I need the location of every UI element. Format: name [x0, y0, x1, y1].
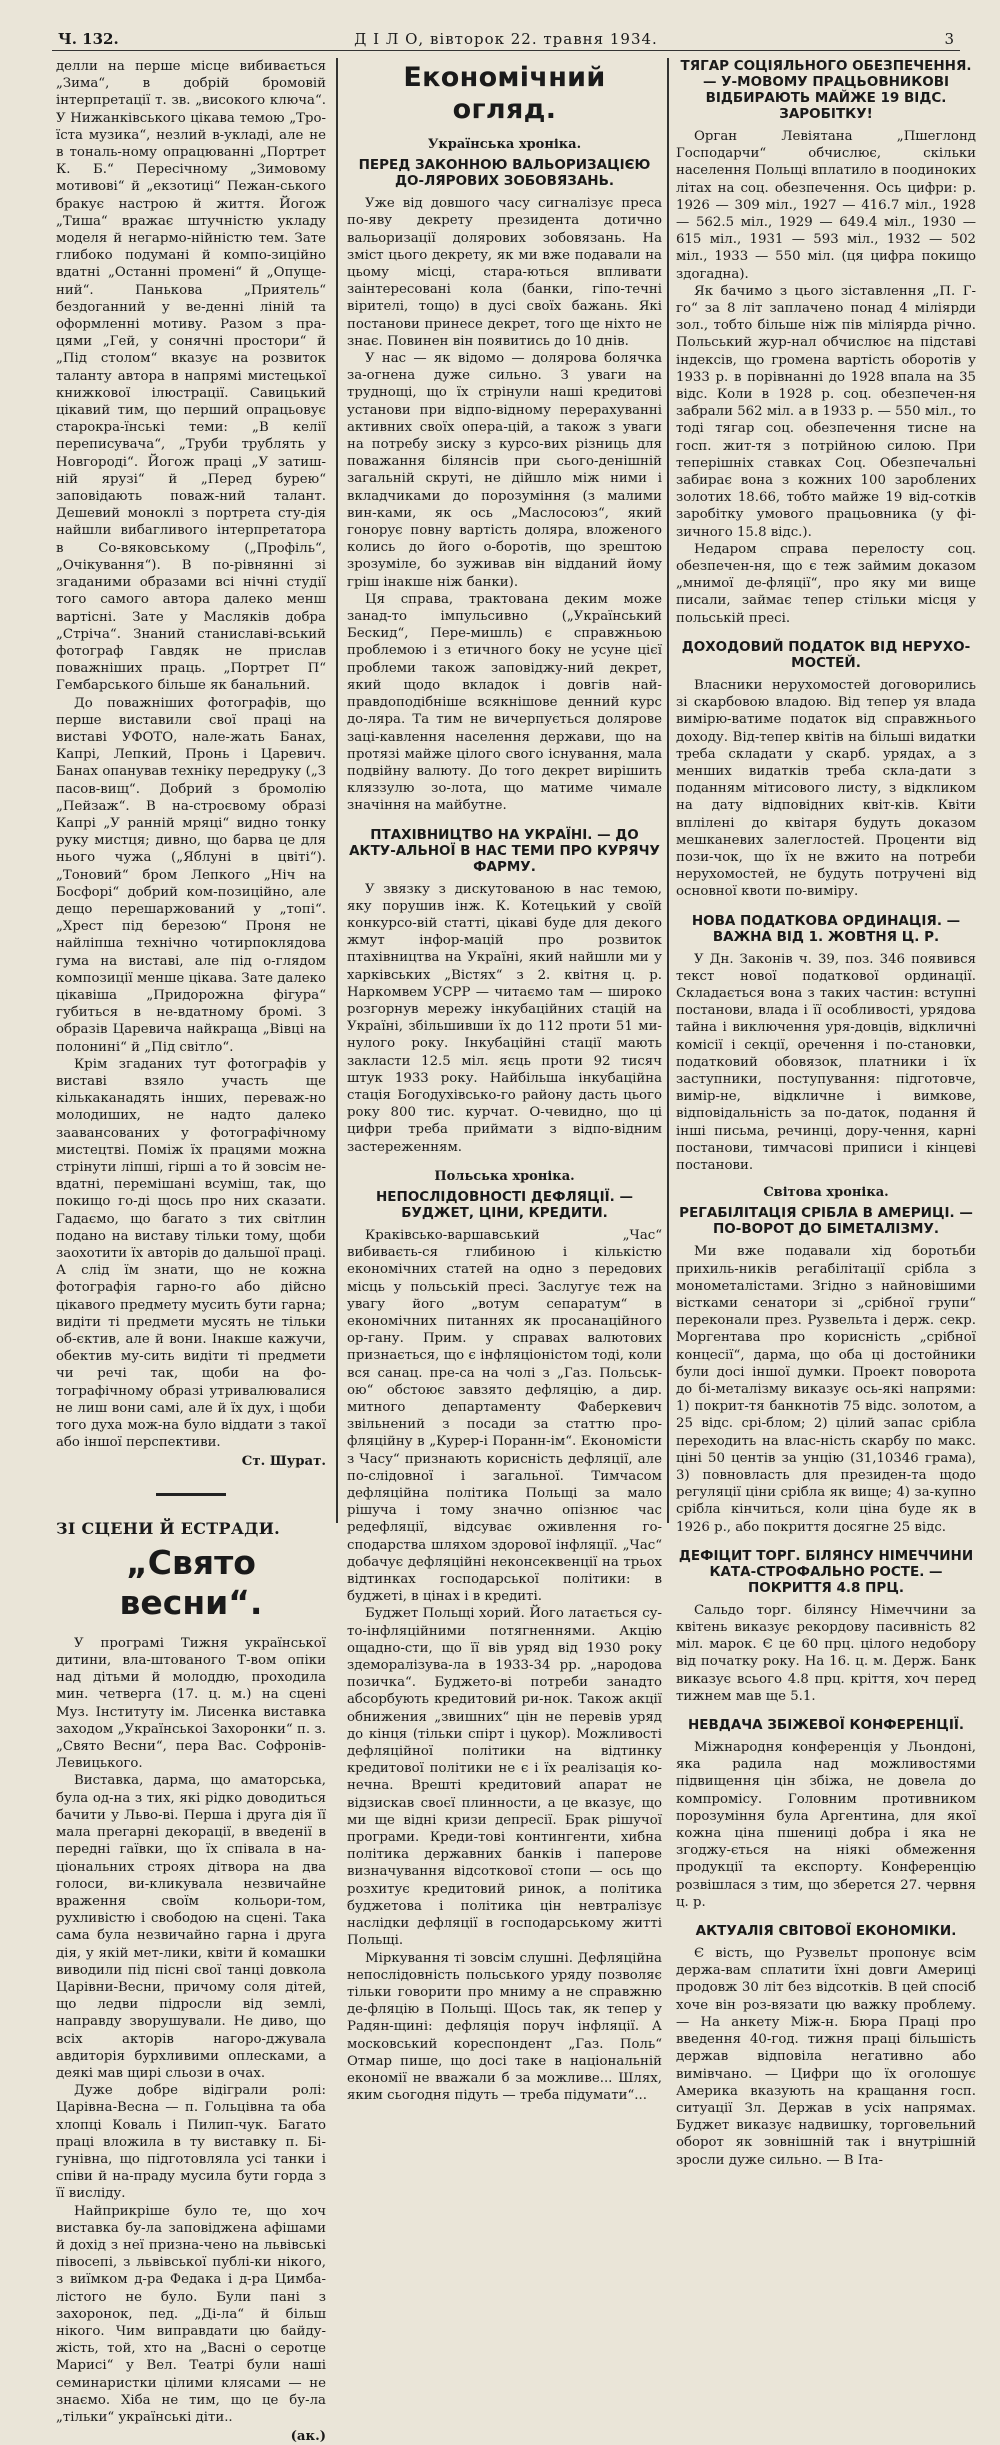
article-headline: НЕПОСЛІДОВНОСТІ ДЕФЛЯЦІЇ. — БУДЖЕТ, ЦІНИ, КРЕДИТИ.	[376, 1188, 633, 1221]
page-number: 3	[944, 30, 954, 48]
paper-name: Д І Л О,	[354, 30, 425, 48]
article-title: „Свято весни“.	[119, 1542, 263, 1622]
paragraph: У програмі Тижня української дитини, вла-штованого Т-вом опіки над дітьми й молоддю, проходила мин. четверга (17. ц. м.) на сцені Муз. Інституту ім. Лисенка виставка заходом „Українськоі Захоронки“ п. з. „Свято Весни“, пера Вас. Софронів-Левицького.	[56, 1635, 326, 1772]
column-rule	[667, 58, 669, 1523]
masthead-date	[52, 30, 960, 48]
paragraph: Дуже добре відіграли ролі: Царівна-Весна — п. Гольцівна та оба хлопці Коваль і Пилип-чук. Багато праці вложила в ту виставку п. Бі-гунівна, що підготовляла усі танки і співи й на-праду мусила бути горда з її висліду.	[56, 2083, 326, 2202]
paragraph: Уже від довшого часу сигналізує преса по-яву декрету президента дотично вальоризації долярових зобовязань. На зміст цього декрету, як ми вже подавали на цьому місці, стара-ються впливати заінтересовані кола (банки, гіпо-течні вірителі, тощо) в дусі своїх бажань. Які постанови принесе декрет, того ще ніхто не знає. Повинен він появитись до 10 днів.	[347, 196, 662, 349]
paragraph: Міркування ті зовсім слушні. Дефляційна непослідовність польського уряду позволяє тільки говорити про мниму а не справжню де-фляцію в Польщі. Щось так, як тепер у Радян-щині: дефляція поруч інфляції. А московський кореспондент „Газ. Поль“ Отмар пише, що досі таке в національній економії не вважали б за можливе... Шлях, яким сьогодня підуть — треба підумати“...	[347, 1950, 662, 2104]
column-left	[56, 58, 326, 2445]
paragraph: Міжнародня конференція у Льондоні, яка радила над можливостями підвищення цін збіжа, не довела до компромісу. Головним противником порозуміння була Аргентина, для якої кожна ціна пшениці добра і яка не згоджу-ється на ніякі обмеження продукції та експорту. Конференцію розвішлася з тим, що зберется 27. червня ц. р.	[676, 1740, 976, 1910]
article-headline: ТЯГАР СОЦІЯЛЬНОГО ОБЕЗПЕЧЕННЯ. — У-МОВОМУ ПРАЦЬОВНИКОВІ ВІДБИРАЮТЬ МАЙЖЕ 19 ВІДС. ЗАРОБІТКУ!	[680, 58, 972, 122]
author-signature: Ст. Шурат.	[241, 1454, 326, 1470]
paragraph: Власники нерухомостей договорились зі скарбовою владою. Від тепер уя влада вимірю-ватиме податок від справжнього доходу. Від-тепер квітів на більші видатки треба складати у скарб. урядах, а з менших видатків треба скла-дати з поданням мітисового листу, з відкликом на дату відповідних квіт-ків. Квіти вплілені до квітаря будуть доказом мешканевих залеглостей. Проценти від пози-чок, що їх не вжито на потреби нерухомостей, не будуть потручені від основної квоти по-виміру.	[676, 677, 976, 900]
issue-number: Ч. 132.	[58, 30, 119, 48]
paragraph: Сальдо торг. білянсу Німеччини за квітень виказує рекордову пасивність 82 міл. марок. Є це 60 прц. цілого недобору від початку року. На 16. ц. м. Держ. Банк виказує всього 4.8 прц. кріття, хоч перед тижнем мав ще 5.1.	[676, 1602, 976, 1704]
paragraph: Найприкріше було те, що хоч виставка бу-ла заповіджена афішами й дохід з неї призна-чено на львівські півосепі, з львівської публі-ки нікого, з виїмком д-ра Федака і д-ра Цимба-лістого не було. Були пані з захоронок, пед. „Ді-ла“ й більш нікого. Чим виправдати цю байду-жість, той, хто на „Васні о серотце Марисі“ у Вел. Театрі були наші семинаристки цілими клясами — не знаємо. Хіба не тим, що це бу-ла „тільки“ українські діти..	[56, 2203, 326, 2425]
article-headline: АКТУАЛІЯ СВІТОВОЇ ЕКОНОМІКИ.	[695, 1923, 957, 1940]
column-middle	[347, 58, 662, 2104]
section-title: Економічний огляд.	[403, 62, 606, 125]
paragraph: Крім згаданих тут фотографів у виставі взяло участь ще кількаканадять інших, переваж-но молодиших, не надто далеко заавансованих у фотографічному мистецтві. Поміж їх працями можна стрінути ліпші, гірші а то й зовсім не-вдатні, перемішані всуміш, так, що покищо го-ді щось про них сказати. Гадаємо, що багато з тих світлин подано на виставу тільки тому, щоби заохотити їх авторів до дальшої праці. А слід їм знати, що не кожна фотографія гарно-го або дійсно цікавого предмету мусить бути гарна; видіти ті предмети мусять не тільки об-єктив, але й вони. Інакше кажучи, обектив му-сить видіти ті предмети чи речі так, щоби на фо-тографічному образі утривалювалися не лиш вони самі, але й їх дух, і щоби того духа мож-на було віддати з такої або іншої перспективи.	[56, 1056, 326, 1451]
rubric: Світова хроніка.	[763, 1185, 889, 1201]
paragraph: Буджет Польщі хорий. Його латається су-то-інфляційними потягненнями. Акцію ощадно-сти, що її вів уряд від 1930 року здеморалізува-ла в 1933-34 рр. „народова позичка“. Буджето-ві потреби занадто абсорбують кредитовий ри-нок. Також акції обнижения „звишних“ цін не перевів уряд до кінця (тільки спірт і цукор). Можливості дефляційної політики на відтинку кредитової політики не є і їх реалізація ко-нечна. Врешті кредитовий апарат не відзискав своєї плинности, а це вказує, що ми ще відні кризи депресії. Брак рішучої програми. Креди-тові контингенти, хибна політика державних банків і паперове визначування відсоткової стопи — ось що розхитує кредитовий ринок, а політика буджетова і політика цін невтралізує наслідки дефляції в господарському житті Польщі.	[347, 1606, 662, 1949]
column-right	[676, 58, 976, 2168]
divider	[156, 1493, 226, 1496]
article-headline: НЕВДАЧА ЗБІЖЕВОЇ КОНФЕРЕНЦІЇ.	[687, 1717, 964, 1734]
section-title: ЗІ СЦЕНИ Й ЕСТРАДИ.	[56, 1518, 280, 1538]
paragraph: У звязку з дискутованою в нас темою, яку порушив інж. К. Котецький у своїй конкурсо-вій статті, цікаві буде для декого жмут інфор-мацій про розвиток птахівництва на Україні, який найшли ми у харківських „Вістях“ з 2. квітня ц. р. Наркомвем УСРР — читаємо там — широко розгорнув мережу інкубаційних стацій на Україні, збільшивши їх до 112 проти 51 ми-нулого року. Інкубаційні стації мають закласти 12.5 міл. яєць проти 92 тисяч штук 1933 року. Найбільша інкубаційна стація Богодухівсько-го району дасть цього року 800 тис. курчат. О-чевидно, що ці цифри треба приймати з відпо-відним застереженням.	[347, 881, 662, 1155]
column-rule	[336, 58, 338, 1523]
rubric: Українська хроніка.	[427, 137, 582, 152]
paragraph: делли на перше місце вибивається „Зима“, в добрій бромовій інтерпретації т. зв. „високого ключа“. У Нижанківського цікава темою „Тро-їста музика“, незлий в-укладі, але не в тональ-ному опрацюванні „Портрет К. Б.“ Пересічному „Зимовому мотивові“ й „екзотиці“ Пежан-ського бракує настрою й життя. Йогож „Тиша“ вражає штучністю укладу моделя й негармо-нійністю тем. Зате глибоко подумані й компо-зиційно вдатні „Останні промені“ й „Опуще-ний“. Панькова „Приятель“ бездоганний у ве-денні ліній та оформленні мотиву. Разом з пра-цями „Гей, у сонячні простори“ й „Під столом“ вказує на розвиток таланту автора в напрямі мистецької книжкової ілюстрації. Савицький цікавий тим, що перший опрацьовує старокра-їнські теми: „В келії переписувача“, „Труби трублять у Новгороді“. Йогож праці „У затиш-ній ярузі“ й „Перед бурею“ заповідають поваж-ний талант. Дешевий моноклі з портрета сту-дія найшли вибагливого інтерпретатора в Со-вяковському („Профіль“, „Очікування“). В по-рівнянні зі згаданими образами всі нічні студії того самого автора далеко менш вартісні. Зате у Масляків добра „Стріча“. Знаний станиславі-вський фотограф Гавдяк не прислав поважніших праць. „Портрет П“ Гембарського більше як банальний.	[56, 59, 326, 694]
issue-date: вівторок 22. травня 1934.	[429, 30, 658, 48]
paragraph: Виставка, дарма, що аматорська, була од-на з тих, які рідко доводиться бачити у Льво-ві. Перша і друга дія її мала прегарні декорації, в введенії в передні гаївки, що їх співала в на-ціональних строях дітвора на два голоси, ви-кликувала незвичайне враження своїм кольори-том, рухливістю і свободою на сцені. Така сама була незвичайно гарна і друга дія, у якій мет-лики, квіти й комашки виводили під пісні свої танці довкола Царівни-Весни, причому соля дітей, що ледви підросли від землі, направду зворушували. Не диво, що всіх акторів нагоро-джувала авдиторія бурхливими оплесками, а деякі мав щирі сльози в очах.	[56, 1773, 326, 2081]
page-header	[52, 28, 960, 51]
article-headline: ПТАХІВНИЦТВО НА УКРАЇНІ. — ДО АКТУ-АЛЬНОЇ В НАС ТЕМИ ПРО КУРЯЧУ ФАРМУ.	[349, 826, 660, 875]
paragraph: Як бачимо з цього зіставлення „П. Г-го“ за 8 літ заплачено понад 4 міліярди зол., тобто більше ніж пів міліярда річно. Польський жур-нал обчислює на підставі індексів, що громена вартість оборотів у 1933 р. в порівнанні до 1928 впала на 35 відс. Коли в 1928 р. соц. обезпечен-ня забрали 562 міл. а в 1933 р. — 550 міл., то тоді тягар соц. обезпечення тисне на госп. жит-тя з потрійною силою. При теперішніх ставках Соц. Обезпечальні забирає вона з кожних 100 зароблених золотих 18.66, тобто майже 19 від-сотків заробітку умового працьовника (у фі-зичного 15.8 відс.).	[676, 283, 976, 540]
article-headline: РЕГАБІЛІТАЦІЯ СРІБЛА В АМЕРИЦІ. — ПО-ВОРОТ ДО БІМЕТАЛІЗМУ.	[679, 1205, 973, 1238]
paragraph: Ми вже подавали хід боротьби прихиль-ників регабілітації срібла з монометалістами. Згідно з найновішими вістками сенатори зі „срібної групи“ переконали през. Рузвельта і держ. секр. Моргентава про корисність „срібної концесії“, дарма, що оба ці достойники були досі іншої думки. Проект поворота до бі-металізму виказує ось-які напрями: 1) покрит-тя банкнотів 75 відс. золотом, а 25 відс. срі-блом; 2) цілий запас срібла переходить на влас-ність скарбу по макс. ціні 50 центів за унцію (31,10346 грама), 3) повновласть для президен-та щодо регуляції ціни срібла як вище; 4) за-купно срібла кінчиться, коли ціна буде як в 1926 р., або покриття досягне 25 відс.	[676, 1244, 976, 1535]
paragraph: Є вість, що Рузвельт пропонує всім держа-вам сплатити їхні довги Америці продовж 30 літ без відсотків. В цей спосіб хоче він роз-вязати цю важку проблему. — На анкету Між-н. Бюра Праці про введення 40-год. тижня праці більшість держав відповіла негативно або вимівчано. — Цифри що їх оголошує Америка вказують на кращання госп. ситуації Зл. Держав в усіх напрямах. Буджет виказує надвишку, торговельний оборот як зовнішній так і внутрішній зросли дуже сильно. — В Іта-	[676, 1946, 976, 2168]
paragraph: Недаром справа перелосту соц. обезпечен-ня, що є теж займим доказом „мнимої де-фляції“, про яку ми вище писали, займає тепер стільки місця у польській пресі.	[676, 541, 976, 626]
paragraph: Краківсько-варшавський „Час“ вибиваєть-ся глибиною і кількістю економічних статей на одно з передових місць у польській пресі. Заслугує теж на увагу його „вотум сепаратум“ в економічних питаннях як просанаційного ор-гану. Прим. у справах валютових признається, що є інфляціоністом тоді, коли вся санац. пре-са на чолі з „Газ. Польськ-ою“ обстоює завзято дефляцію, а дир. митного департаменту Фаберкевич звільнений з посади за статтю про-фляційну в „Курер-і Поранн-ім“. Економісти з Часу“ признають корисність дефляції, але по-слідовної і загальної. Тимчасом дефляційна політика Польщі за мало рішуча і тому значно опізнює час редефляції, відсуває оживлення го-сподарства шляхом здорової інфляції. „Час“ добачує дефляційні неконсеквенції на трьох відтинках господарської політики: в буджеті, в цінах і в кредиті.	[347, 1227, 662, 1605]
rubric: Польська хроніка.	[434, 1168, 575, 1184]
paragraph: Орган Левіятана „Пшеглонд Господарчи“ обчислює, скільки населення Польщі вплатило в поодиноких літах на соц. обезпечення. Ось цифри: р. 1926 — 309 міл., 1927 — 416.7 міл., 1928 — 562.5 міл., 1929 — 649.4 міл., 1930 — 615 міл., 1931 — 593 міл., 1932 — 502 міл., 1933 — 550 міл. (ця цифра покищо здогадна).	[676, 129, 976, 282]
paragraph: Ця справа, трактована деким може занад-то імпульсивно („Український Бескид“, Пере-мишль) є справжньою проблемою і з етичного боку не усуне цієї проблеми також заповіджу-ний декрет, який щодо вкладок і довгів най-правдоподібніше всякнішове денний курс до-ляра. Та тим не вичерпується долярове заці-кавлення населення держави, що на протязі майже цілого свого існування, мала подвійну валюту. До того декрет вирішить кляззулю зо-лота, що матиме чимале значіння на майбутне.	[347, 591, 662, 814]
author-signature: (ак.)	[290, 2429, 326, 2445]
article-headline: ДЕФІЦИТ ТОРГ. БІЛЯНСУ НІМЕЧЧИНИ КАТА-СТРОФАЛЬНО РОСТЕ. — ПОКРИТТЯ 4.8 ПРЦ.	[678, 1547, 974, 1596]
article-headline: ПЕРЕД ЗАКОННОЮ ВАЛЬОРИЗАЦІЄЮ ДО-ЛЯРОВИХ ЗОБОВЯЗАНЬ.	[358, 157, 651, 190]
article-headline: НОВА ПОДАТКОВА ОРДИНАЦІЯ. — ВАЖНА ВІД 1. ЖОВТНЯ Ц. Р.	[691, 912, 961, 945]
paragraph: У нас — як відомо — долярова болячка за-огнена дуже сильно. З уваги на труднощі, що їх стрінули наші кредитові установи при відпо-відному перерахуванні активних своїх опера-цій, а також з уваги на потребу зиску з курсо-вих різниць для поважання білянсів при сього-денішній загальній скруті, не дійшло між ними і вкладчиками до порозуміння (з малими вин-ками, як ось „Маслосоюз“, який гонорує повну вартість доляра, вложеного колись до його о-боротів, що зрештою зрозуміле, бо зуживав він відданий йому гріш інакше ніж банки).	[347, 351, 662, 590]
paragraph: До поважніших фотографів, що перше виставили свої праці на виставі УФОТО, нале-жать Банах, Капрі, Лепкий, Пронь і Царевич. Банах опанував техніку передруку („З пасов-вищ“. Добрий з бромолію „Пейзаж“. В на-строєвому образі Капрі „У ранній мряці“ видно тонку руку мистця; дивно, що барва це для нього чужа („Яблуні в цвіті“). „Тоновий“ бром Лепкого „Ніч на Босфорі“ добрий ком-позиційно, але дещо перешаржований у „топі“. „Хрест під березою“ Проня не найліпша технічно чотирпоклядова гума на виставі, але під о-глядом композиції менше цікава. Зате далеко цікавіша „Придорожна фігура“ губиться в не-вдатному бромі. З образів Царевича найкраща „Вівці на полонині“ й „Під світло“.	[56, 695, 326, 1055]
article-headline: ДОХОДОВИЙ ПОДАТОК ВІД НЕРУХО-МОСТЕЙ.	[681, 638, 971, 671]
paragraph: У Дн. Законів ч. 39, поз. 346 появився текст нової податкової ординації. Складається вона з таких частин: вступні постанови, влада і її особливості, урядова тайна і виключення уря-довців, відкличні комісії і секції, оречення і по-становки, податковий обовязок, платники і їх заступники, поступування: підготовче, вимір-не, відкличне і вимкове, відповідальність за по-даток, подання й інші письма, речинці, дору-чення, карні постанови, тимчасові приписи і кінцеві постанови.	[676, 951, 976, 1173]
